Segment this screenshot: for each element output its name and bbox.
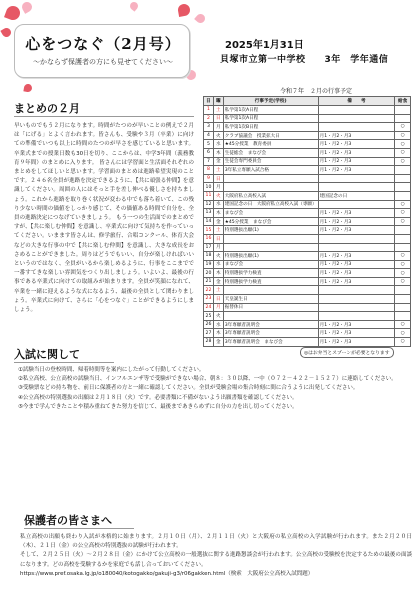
note-cell xyxy=(318,174,395,183)
schedule-row xyxy=(204,303,411,312)
day-cell: 6 xyxy=(204,148,214,157)
weekday-cell: 月 xyxy=(213,243,223,252)
note-cell xyxy=(318,312,395,321)
weekday-cell: 火 xyxy=(213,312,223,321)
event-cell xyxy=(223,243,318,252)
weekday-cell: 水 xyxy=(213,260,223,269)
lunch-cell xyxy=(395,295,411,304)
section-title-exam: 入試に関して xyxy=(14,348,80,361)
schedule-row xyxy=(204,320,411,329)
event-cell: 天皇誕生日 xyxy=(223,295,318,304)
schedule-row xyxy=(204,114,411,123)
exam-list xyxy=(18,366,412,506)
day-cell: 21 xyxy=(204,277,214,286)
event-cell: まなび会 xyxy=(223,260,318,269)
lunch-cell: ○ xyxy=(395,157,411,166)
section-divider xyxy=(14,362,114,363)
schedule-row xyxy=(204,106,411,115)
exam-item: ①試験当日の登校時間、帰着時間等を案内にしたがって行動してください。 xyxy=(18,367,205,373)
day-cell: 18 xyxy=(204,252,214,261)
note-cell xyxy=(318,123,395,132)
note-cell: 月1・月2・月3 xyxy=(318,148,395,157)
issue-date: 2025年1月31日 xyxy=(225,40,304,51)
schedule-row xyxy=(204,209,411,218)
exam-item: ⑤今まで学んできたことや積み重ねてきた努力を信じて、最後まであきらめずに自分の力を出し切ってください。 xyxy=(18,403,298,410)
weekday-cell: 金 xyxy=(213,277,223,286)
schedule-row xyxy=(204,277,411,286)
day-cell: 25 xyxy=(204,312,214,321)
event-cell: 3年専願者説明会 xyxy=(223,320,318,329)
section-title-summary: まとめの２月 xyxy=(14,102,80,115)
lunch-cell: ○ xyxy=(395,209,411,218)
weekday-cell: 木 xyxy=(213,209,223,218)
petal-decoration xyxy=(177,3,191,17)
schedule-row xyxy=(204,226,411,235)
weekday-cell: 土 xyxy=(213,226,223,235)
event-cell: 3年私立専願入試合格 xyxy=(223,166,318,175)
exam-item: ④公立高校の特別選抜の出願は２月１８日（火）です。必要書類に不備がないよう出願書類を確認してください。 xyxy=(18,394,298,401)
schedule-row xyxy=(204,286,411,295)
lunch-cell: ○ xyxy=(395,338,411,347)
lunch-cell xyxy=(395,286,411,295)
event-cell: 生徒会専門委員会 xyxy=(223,157,318,166)
weekday-cell: 土 xyxy=(213,166,223,175)
exam-item: ②私立高校、公立高校の試験当日、インフルエンザ等で受験ができない場合、朝８：３０以降、一中（０７２－４２２－１５２７）に連絡してください。 xyxy=(18,376,397,383)
schedule-row xyxy=(204,269,411,278)
col-note: 備 考 xyxy=(318,97,395,106)
note-cell xyxy=(318,295,395,304)
event-cell xyxy=(223,183,318,192)
lunch-cell: ○ xyxy=(395,329,411,338)
note-cell: 月1・月2・月3 xyxy=(318,166,395,175)
event-cell: 生徒総会 まなび会 xyxy=(223,148,318,157)
weekday-cell: 金 xyxy=(213,217,223,226)
weekday-cell: 日 xyxy=(213,174,223,183)
weekday-cell: 水 xyxy=(213,140,223,149)
note-cell: 建国記念の日 xyxy=(318,191,395,200)
note-cell xyxy=(318,183,395,192)
event-cell: 特別選抜出願(1) xyxy=(223,252,318,261)
lunch-cell xyxy=(395,166,411,175)
lunch-cell: ○ xyxy=(395,217,411,226)
event-cell: 3年専願者説明会 xyxy=(223,329,318,338)
section-title-guardians: 保護者の皆さまへ xyxy=(24,514,112,527)
day-cell: 17 xyxy=(204,243,214,252)
note-cell: 月1・月2・月3 xyxy=(318,131,395,140)
event-cell: 振替休日 xyxy=(223,303,318,312)
weekday-cell: 火 xyxy=(213,131,223,140)
day-cell: 13 xyxy=(204,209,214,218)
lunch-cell xyxy=(395,174,411,183)
lunch-cell: ○ xyxy=(395,200,411,209)
schedule-header-row xyxy=(204,97,411,106)
day-cell: 7 xyxy=(204,157,214,166)
event-cell: 私学第1次B日程 xyxy=(223,123,318,132)
lunch-cell: ○ xyxy=(395,148,411,157)
note-cell: 月1・月2・月3 xyxy=(318,209,395,218)
day-cell: 26 xyxy=(204,320,214,329)
school-name: 貝塚市立第一中学校 3年 学年通信 xyxy=(220,55,389,65)
weekday-cell: 木 xyxy=(213,329,223,338)
day-cell: 14 xyxy=(204,217,214,226)
lunch-cell xyxy=(395,191,411,200)
petal-decoration xyxy=(128,0,139,11)
weekday-cell: 火 xyxy=(213,191,223,200)
title-box xyxy=(14,24,190,78)
schedule-row xyxy=(204,123,411,132)
weekday-cell: 水 xyxy=(213,200,223,209)
schedule-row xyxy=(204,148,411,157)
petal-decoration xyxy=(0,26,12,38)
note-cell xyxy=(318,200,395,209)
schedule-row xyxy=(204,166,411,175)
lunch-cell: ○ xyxy=(395,252,411,261)
summary-text: 早いものでもう２月になります。時間がたつのが早いことの例えで２月は「にげる」とよく言われます。皆さんも、受験や３月（卒業）に向けての準備でいつも以上に時間のたつのが早さを感じていると思います。卒業式までの授業日数も30日を切り、ここからは、中学3年間（義務教育９年間）のまとめに入ります。 皆さんには学習面と生活面それぞれのまとめをしてほしいと思います。学習面のまとめは進路希望実現のことです。２４６名全員が進路を決定できるように、【共に頑張る仲間】を意識してください。周囲の人にはそっと手を差し伸べる優しさを持ちましょう。これから進路を取り巻く状況が変わる中でも落ち着いて、この残り少ない時間の価値をしっかり感じて、その価値ある時間で自分を、全員の進路決定につなげていきましょう。 もう一つの生活面でのまとめですが、【共に楽しむ仲間】を意識し、卒業式に向けて気持ちを作っていってください。いまます皆さんは、修学旅行、合唱コンクール、体育大会などの大きな行事の中で【共に楽しむ仲間】を意識し、大きな成長をおさめることができました。周りはどうでもいい、自分が楽しければいいというのではなく、全員がいるから楽しめるように、行事をここまでで一番すてきな楽しい雰囲気をつくり出しましょう。いよいよ、最後の行事である卒業式に向けての取組みが始まります。全員が笑顔になれて、卒業を一緒に迎えるような式になるよう、最後の全員として関わりましょう。卒業式に向けて、さらに「心をつなぐ」ことができるようにしましょう。 xyxy=(14,123,194,314)
schedule-row xyxy=(204,243,411,252)
note-cell: 月1・月2・月3 xyxy=(318,140,395,149)
schedule-row xyxy=(204,183,411,192)
event-cell: 3年専願者説明会 まなび会 xyxy=(223,338,318,347)
day-cell: 20 xyxy=(204,269,214,278)
petal-decoration xyxy=(20,0,34,14)
day-cell: 27 xyxy=(204,329,214,338)
note-cell: 月1・月2・月3 xyxy=(318,329,395,338)
weekday-cell: 月 xyxy=(213,303,223,312)
event-cell xyxy=(223,234,318,243)
event-cell: 大阪府私立高校入試 xyxy=(223,191,318,200)
day-cell: 1 xyxy=(204,106,214,115)
day-cell: 23 xyxy=(204,295,214,304)
lunch-cell xyxy=(395,114,411,123)
lunch-cell: ○ xyxy=(395,140,411,149)
col-weekday: 曜 xyxy=(213,97,223,106)
col-day: 日 xyxy=(204,97,214,106)
event-cell: ★45分授業 まなび会 xyxy=(223,217,318,226)
schedule-row xyxy=(204,260,411,269)
newsletter-title: 心をつなぐ（2月号） xyxy=(25,35,181,53)
event-cell xyxy=(223,312,318,321)
note-cell xyxy=(318,114,395,123)
schedule-row xyxy=(204,200,411,209)
day-cell: 4 xyxy=(204,131,214,140)
note-cell: 月1・月2・月3 xyxy=(318,217,395,226)
lunch-cell: ○ xyxy=(395,277,411,286)
schedule-row xyxy=(204,131,411,140)
schedule-row xyxy=(204,295,411,304)
event-cell: まなび会 xyxy=(223,209,318,218)
day-cell: 3 xyxy=(204,123,214,132)
event-cell: 特別選抜学力検査 xyxy=(223,269,318,278)
weekday-cell: 日 xyxy=(213,234,223,243)
schedule-row xyxy=(204,252,411,261)
weekday-cell: 土 xyxy=(213,106,223,115)
lunch-cell: ○ xyxy=(395,260,411,269)
day-cell: 24 xyxy=(204,303,214,312)
weekday-cell: 日 xyxy=(213,295,223,304)
event-cell xyxy=(223,286,318,295)
lunch-cell xyxy=(395,226,411,235)
note-cell: 月1・月2・月3 xyxy=(318,277,395,286)
schedule-heading: 令和７年 ２月の行事予定 xyxy=(280,88,353,95)
schedule-row xyxy=(204,312,411,321)
day-cell: 28 xyxy=(204,338,214,347)
weekday-cell: 月 xyxy=(213,183,223,192)
weekday-cell: 木 xyxy=(213,269,223,278)
day-cell: 16 xyxy=(204,234,214,243)
lunch-cell: ○ xyxy=(395,320,411,329)
weekday-cell: 水 xyxy=(213,320,223,329)
event-cell: 特別選抜出願(1) xyxy=(223,226,318,235)
day-cell: 19 xyxy=(204,260,214,269)
note-cell xyxy=(318,286,395,295)
day-cell: 9 xyxy=(204,174,214,183)
event-cell: 私学第1次A日程 xyxy=(223,114,318,123)
event-cell: クラブ協議会 授業拡大日 xyxy=(223,131,318,140)
note-cell: 月1・月2・月3 xyxy=(318,269,395,278)
schedule-row xyxy=(204,338,411,347)
schedule-row xyxy=(204,217,411,226)
note-cell: 月1・月2・月3 xyxy=(318,226,395,235)
note-cell: 月1・月2・月3 xyxy=(318,338,395,347)
note-cell: 月1・月2・月3 xyxy=(318,260,395,269)
schedule-row xyxy=(204,174,411,183)
event-cell: 私学第1次A日程 xyxy=(223,106,318,115)
schedule-row xyxy=(204,234,411,243)
petal-decoration xyxy=(4,4,22,22)
section-divider xyxy=(14,116,194,117)
day-cell: 8 xyxy=(204,166,214,175)
schedule-row xyxy=(204,191,411,200)
petal-decoration xyxy=(194,12,207,25)
note-cell: 月1・月2・月3 xyxy=(318,252,395,261)
lunch-cell xyxy=(395,303,411,312)
lunch-cell xyxy=(395,106,411,115)
col-lunch: 給食 xyxy=(395,97,411,106)
weekday-cell: 月 xyxy=(213,123,223,132)
section-divider xyxy=(24,528,134,529)
note-cell xyxy=(318,106,395,115)
lunch-cell xyxy=(395,234,411,243)
schedule-table xyxy=(203,96,411,347)
lunch-cell: ○ xyxy=(395,131,411,140)
lunch-cell xyxy=(395,312,411,321)
schedule-row xyxy=(204,140,411,149)
petal-decoration xyxy=(23,83,32,92)
schedule-row xyxy=(204,157,411,166)
weekday-cell: 木 xyxy=(213,148,223,157)
lunch-cell: ○ xyxy=(395,123,411,132)
col-event: 行事予定(学校) xyxy=(223,97,318,106)
day-cell: 22 xyxy=(204,286,214,295)
weekday-cell: 金 xyxy=(213,157,223,166)
note-cell xyxy=(318,243,395,252)
event-cell xyxy=(223,174,318,183)
event-cell: ★45分授業 教育委員 xyxy=(223,140,318,149)
day-cell: 2 xyxy=(204,114,214,123)
schedule-note: ◎はお弁当とスプーンが必要となります xyxy=(300,347,394,358)
lunch-cell xyxy=(395,243,411,252)
note-cell xyxy=(318,234,395,243)
event-cell: 建国記念の日 大阪府私立高校入試（専願） xyxy=(223,200,318,209)
note-cell: 月1・月2・月3 xyxy=(318,320,395,329)
weekday-cell: 金 xyxy=(213,338,223,347)
day-cell: 5 xyxy=(204,140,214,149)
schedule-row xyxy=(204,329,411,338)
exam-item: ③受験票などの持ち物を、前日に保護者の方と一緒に確認してください。全員が受験会場の集合時刻に間に合うように出発してください。 xyxy=(18,385,359,392)
event-cell: 特別選抜学力検査 xyxy=(223,277,318,286)
day-cell: 11 xyxy=(204,191,214,200)
lunch-cell: ○ xyxy=(395,269,411,278)
weekday-cell: 火 xyxy=(213,252,223,261)
lunch-cell xyxy=(395,183,411,192)
weekday-cell: 日 xyxy=(213,114,223,123)
day-cell: 10 xyxy=(204,183,214,192)
weekday-cell: 土 xyxy=(213,286,223,295)
day-cell: 12 xyxy=(204,200,214,209)
newsletter-subtitle: ～かならず保護者の方にも見せてください～ xyxy=(33,58,173,66)
guardians-text: 私立高校の出願も終わり入試が本格的に始まります。２月１０日（月）、２月１１日（火）と大阪府の私立高校の入学試験が行われます。また２月２０日（木）、２１日（金）の公立高校の特別選抜の試験が行われます。 そして、２月２５日（火）～２月２８日（金）にかけて公立高校の一般選抜に関する進路懇談会が行われます。公立高校の受験校を決定するための最後の面談になります。どの高校を受験するかを家庭でも話し合っておいてください。 https://www.pref.osaka.lg.jp/o180040/kotogakko/gakuji-g3/r06gakken.html（検索 大阪府公立高校入試問題） xyxy=(20,534,412,577)
note-cell xyxy=(318,303,395,312)
note-cell: 月1・月2・月3 xyxy=(318,157,395,166)
day-cell: 15 xyxy=(204,226,214,235)
